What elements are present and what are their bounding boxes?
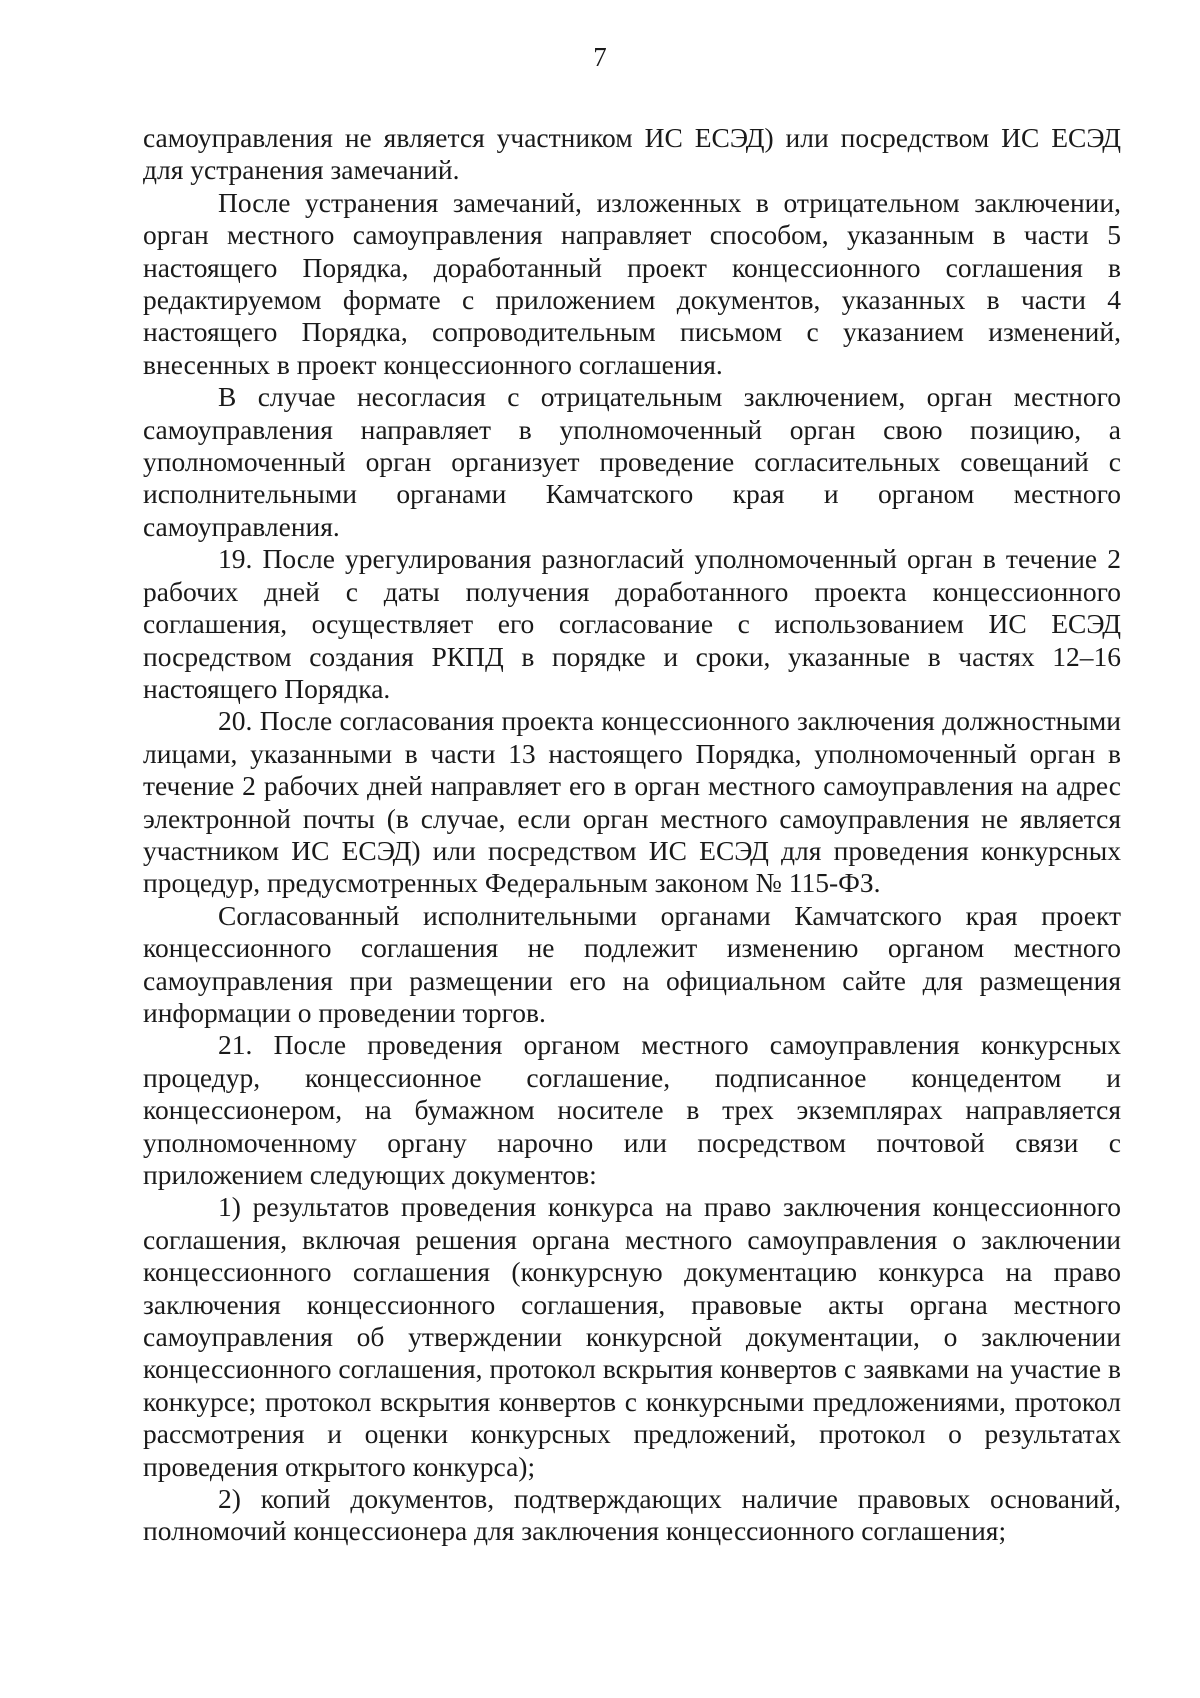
paragraph: самоуправления не является участником ИС ЕСЭД) или посредством ИС ЕСЭД для устранения замечаний. bbox=[143, 122, 1121, 186]
paragraph: 2) копий документов, подтверждающих наличие правовых оснований, полномочий концессионера для заключения концессионного соглашения; bbox=[143, 1483, 1121, 1547]
paragraph: После устранения замечаний, изложенных в отрицательном заключении, орган местного самоуправления направляет способом, указанным в части 5 настоящего Порядка, доработанный проект концессионного соглашения в редактируемом формате с приложением документов, указанных в части 4 настоящего Порядка, сопроводительным письмом с указанием изменений, внесенных в проект концессионного соглашения. bbox=[143, 186, 1121, 380]
paragraph: 21. После проведения органом местного самоуправления конкурсных процедур, концессионное соглашение, подписанное концедентом и концессионером, на бумажном носителе в трех экземплярах направляется уполномоченному органу нарочно или посредством почтовой связи с приложением следующих документов: bbox=[143, 1029, 1121, 1190]
document-body bbox=[143, 122, 1121, 1548]
page-number: 7 bbox=[593, 42, 607, 72]
paragraph: 1) результатов проведения конкурса на право заключения концессионного соглашения, включая решения органа местного самоуправления о заключении концессионного соглашения (конкурсную документацию конкурса на право заключения концессионного соглашения, правовые акты органа местного самоуправления об утверждении конкурсной документации, о заключении концессионного соглашения, протокол вскрытия конвертов с заявками на участие в конкурсе; протокол вскрытия конвертов с конкурсными предложениями, протокол рассмотрения и оценки конкурсных предложений, протокол о результатах проведения открытого конкурса); bbox=[143, 1191, 1121, 1482]
paragraph: Согласованный исполнительными органами Камчатского края проект концессионного соглашения не подлежит изменению органом местного самоуправления при размещении его на официальном сайте для размещения информации о проведении торгов. bbox=[143, 899, 1121, 1028]
paragraph: В случае несогласия с отрицательным заключением, орган местного самоуправления направляет в уполномоченный орган свою позицию, а уполномоченный орган организует проведение согласительных совещаний с исполнительными органами Камчатского края и органом местного самоуправления. bbox=[143, 381, 1121, 542]
paragraph: 20. После согласования проекта концессионного заключения должностными лицами, указанными в части 13 настоящего Порядка, уполномоченный орган в течение 2 рабочих дней направляет его в орган местного самоуправления на адрес электронной почты (в случае, если орган местного самоуправления не является участником ИС ЕСЭД) или посредством ИС ЕСЭД для проведения конкурсных процедур, предусмотренных Федеральным законом № 115-ФЗ. bbox=[143, 705, 1121, 899]
paragraph: 19. После урегулирования разногласий уполномоченный орган в течение 2 рабочих дней с даты получения доработанного проекта концессионного соглашения, осуществляет его согласование с использованием ИС ЕСЭД посредством создания РКПД в порядке и сроки, указанные в частях 12–16 настоящего Порядка. bbox=[143, 543, 1121, 704]
